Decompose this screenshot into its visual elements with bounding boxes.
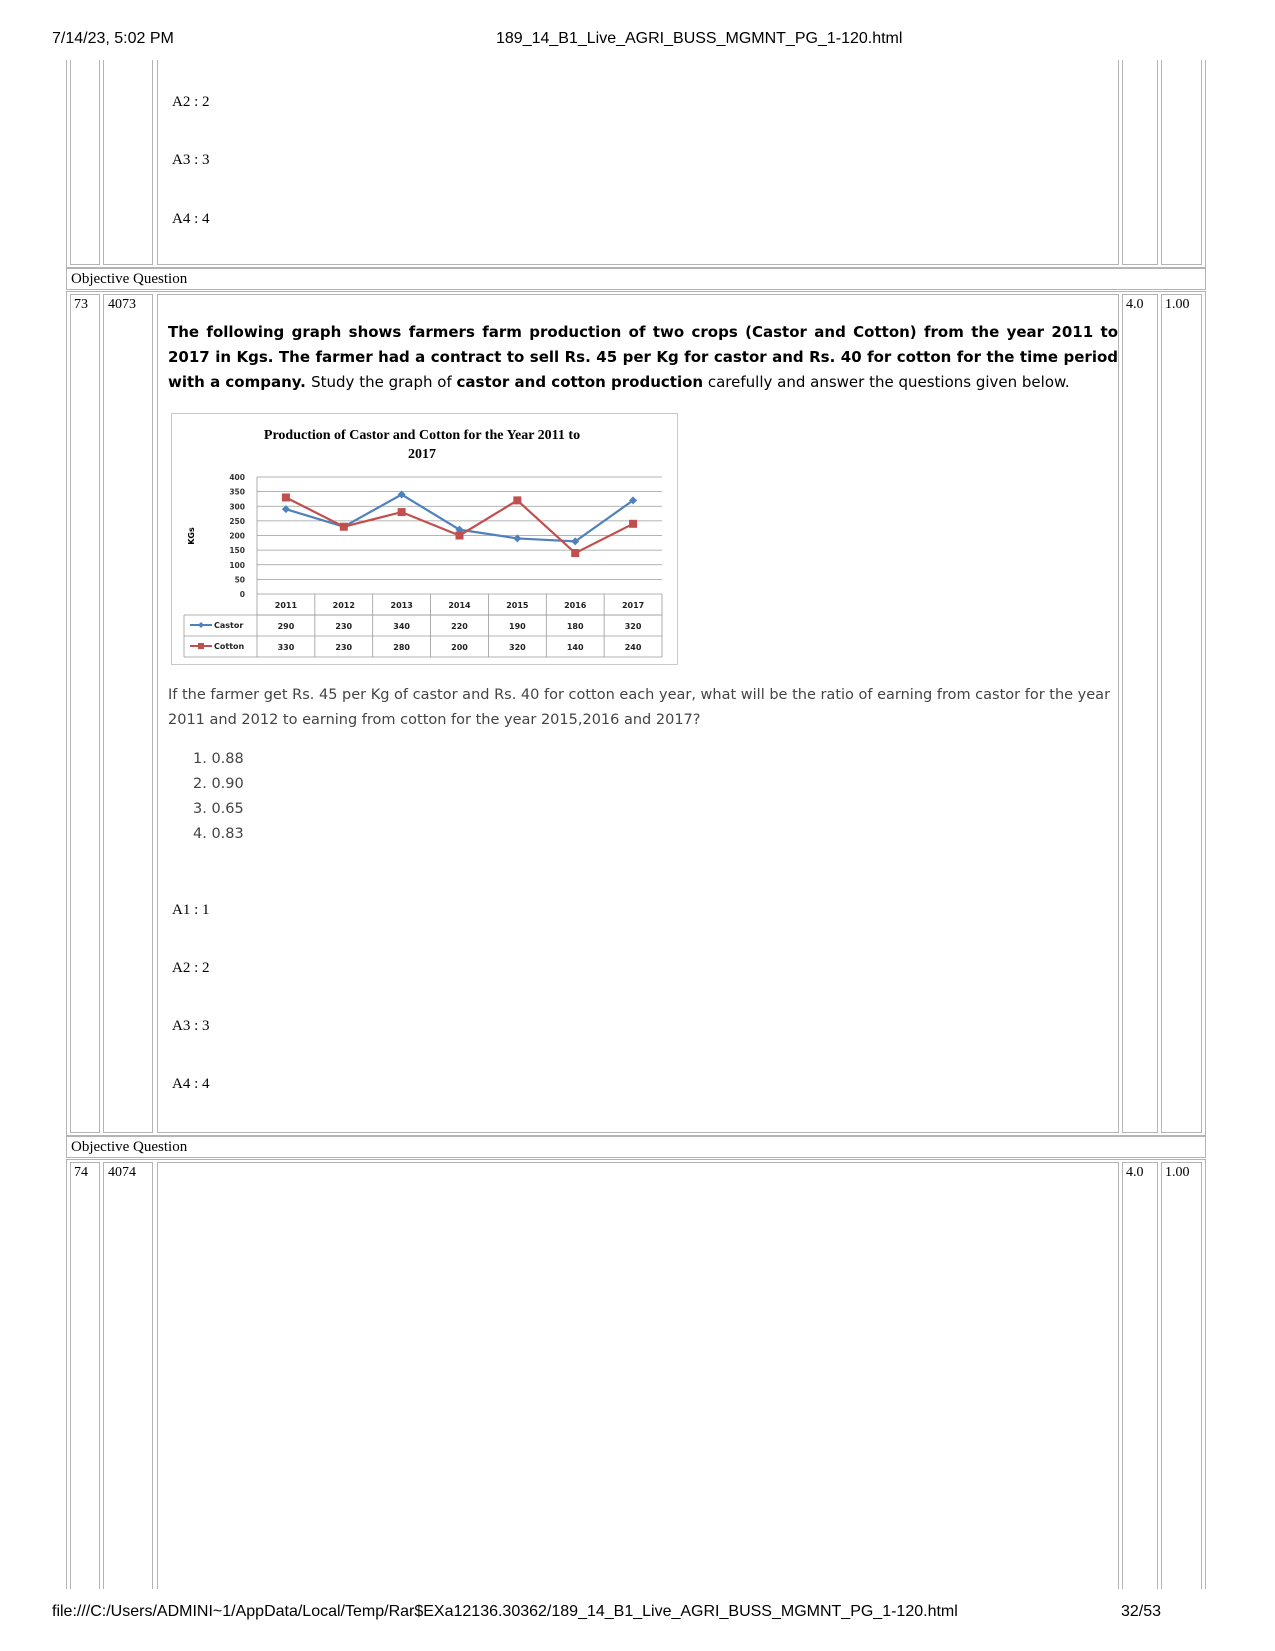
- q74-question-id: 4074: [108, 1165, 136, 1180]
- q73-section-label: Objective Question: [71, 271, 188, 287]
- chart-y-tick-label: 150: [229, 546, 245, 556]
- chart-point-cotton: [629, 520, 637, 528]
- q73-option-a4: A4 : 4: [172, 1076, 210, 1092]
- q74-neg-cell: [1161, 1162, 1202, 1589]
- chart-data-label-cotton: 320: [509, 643, 526, 652]
- chart-x-tick-label: 2017: [621, 601, 645, 610]
- q74-serial-number: 74: [74, 1165, 88, 1180]
- chart-legend-label-cotton: Cotton: [214, 642, 245, 651]
- chart-y-tick-label: 100: [229, 560, 245, 570]
- q73-choice-1: 1. 0.88: [193, 751, 244, 767]
- q73-marks: 4.0: [1126, 297, 1144, 312]
- q73-negative-marks: 1.00: [1165, 297, 1190, 312]
- q73-neg-cell: [1161, 294, 1202, 1133]
- chart-x-tick-label: 2014: [448, 601, 471, 610]
- chart-data-label-cotton: 240: [624, 643, 642, 652]
- print-doc-title: 189_14_B1_Live_AGRI_BUSS_MGMNT_PG_1-120.html: [496, 30, 903, 47]
- chart-data-label-castor: 290: [277, 622, 295, 631]
- q73-intro-text: [168, 320, 1118, 395]
- q73-choice-4: 4. 0.83: [193, 826, 244, 842]
- chart-point-cotton: [571, 549, 579, 557]
- chart-legend-marker-cotton: [198, 643, 204, 649]
- q73-question-id: 4073: [108, 297, 136, 312]
- chart-y-axis-label: KGs: [187, 527, 196, 545]
- prev-sno-cell: [70, 60, 100, 265]
- chart-data-label-castor: 180: [566, 622, 584, 631]
- prev-option-a3: A3 : 3: [172, 152, 210, 168]
- chart-point-cotton: [398, 508, 406, 516]
- chart-y-tick-label: 0: [239, 590, 245, 599]
- q73-choice-3: 3. 0.65: [193, 801, 244, 817]
- chart-y-tick-label: 250: [229, 516, 245, 526]
- chart-point-cotton: [282, 493, 290, 501]
- q73-option-a1: A1 : 1: [172, 902, 210, 918]
- chart-data-label-castor: 220: [451, 622, 468, 631]
- chart-y-tick-label: 50: [234, 575, 245, 585]
- q73-option-a3: A3 : 3: [172, 1018, 210, 1034]
- q74-qid-cell: [103, 1162, 153, 1589]
- q73-intro-part1: The following graph shows farmers farm production of two crops (Castor and Cotton) from the year 2011 to 2017 in Kgs. The farmer had a contract to sell Rs. 45 per Kg for castor and Rs. 40 for cotton for the time period with a company.: [168, 323, 1118, 391]
- chart-legend-label-castor: Castor: [214, 621, 244, 630]
- prev-qid-cell: [103, 60, 153, 265]
- q74-section-row: [66, 1136, 1206, 1158]
- chart-data-label-cotton: 140: [566, 643, 584, 652]
- chart-data-label-cotton: 280: [393, 643, 410, 652]
- chart-title-line-2: 2017: [408, 447, 436, 462]
- chart-x-tick-label: 2016: [564, 601, 587, 610]
- q74-marks-cell: [1122, 1162, 1158, 1589]
- q73-qid-cell: [103, 294, 153, 1133]
- chart-y-tick-label: 400: [229, 473, 245, 482]
- q74-negative-marks: 1.00: [1165, 1165, 1190, 1180]
- chart-data-label-cotton: 200: [451, 643, 468, 652]
- q74-section-label: Objective Question: [71, 1139, 188, 1155]
- chart-data-label-castor: 340: [393, 622, 410, 631]
- print-page-number: 32/53: [1121, 1603, 1162, 1620]
- q73-question-text: If the farmer get Rs. 45 per Kg of castor and Rs. 40 for cotton each year, what will be the ratio of earning from castor for the year 2011 and 2012 to earning from cotton for the year 2015,2016 and 2017?: [168, 687, 1111, 728]
- prev-body-cell: [157, 60, 1119, 265]
- production-chart: [171, 413, 678, 665]
- q73-serial-number: 73: [74, 297, 88, 312]
- q74-marks: 4.0: [1126, 1165, 1144, 1180]
- q73-section-row: [66, 268, 1206, 290]
- prev-marks-cell: [1122, 60, 1158, 265]
- chart-point-cotton: [513, 496, 521, 504]
- chart-data-label-cotton: 330: [277, 643, 295, 652]
- production-chart-svg: [172, 414, 677, 664]
- q73-sno-cell: [70, 294, 100, 1133]
- prev-option-a4: A4 : 4: [172, 211, 210, 227]
- q73-intro-part2c: carefully and answer the questions given below.: [703, 373, 1070, 391]
- chart-x-tick-label: 2015: [506, 601, 529, 610]
- q73-intro-part2b: castor and cotton production: [456, 373, 704, 391]
- chart-y-tick-label: 200: [229, 531, 245, 541]
- prev-neg-cell: [1161, 60, 1202, 265]
- chart-data-label-castor: 230: [335, 622, 353, 631]
- chart-data-label-castor: 190: [509, 622, 526, 631]
- chart-y-tick-label: 350: [229, 487, 245, 497]
- chart-title-line-1: Production of Castor and Cotton for the Year 2011 to: [263, 428, 581, 443]
- chart-point-cotton: [456, 532, 464, 540]
- chart-point-cotton: [340, 523, 348, 531]
- prev-option-a2: A2 : 2: [172, 94, 210, 110]
- q73-choice-2: 2. 0.90: [193, 776, 244, 792]
- print-datetime: 7/14/23, 5:02 PM: [52, 30, 174, 47]
- chart-x-tick-label: 2011: [274, 601, 298, 610]
- print-file-path: file:///C:/Users/ADMINI~1/AppData/Local/Temp/Rar$EXa12136.30362/189_14_B1_Live_AGRI_BUSS_MGMNT_PG_1-120.html: [52, 1603, 958, 1620]
- q73-intro-part2a: Study the graph of: [311, 373, 457, 391]
- chart-x-tick-label: 2012: [332, 601, 355, 610]
- q73-option-a2: A2 : 2: [172, 960, 210, 976]
- chart-data-label-castor: 320: [624, 622, 642, 631]
- chart-y-tick-label: 300: [229, 502, 245, 512]
- q74-body-cell: [157, 1162, 1119, 1589]
- chart-x-tick-label: 2013: [390, 601, 413, 610]
- q74-sno-cell: [70, 1162, 100, 1589]
- chart-data-label-cotton: 230: [335, 643, 353, 652]
- chart-legend-marker-castor: [198, 622, 204, 628]
